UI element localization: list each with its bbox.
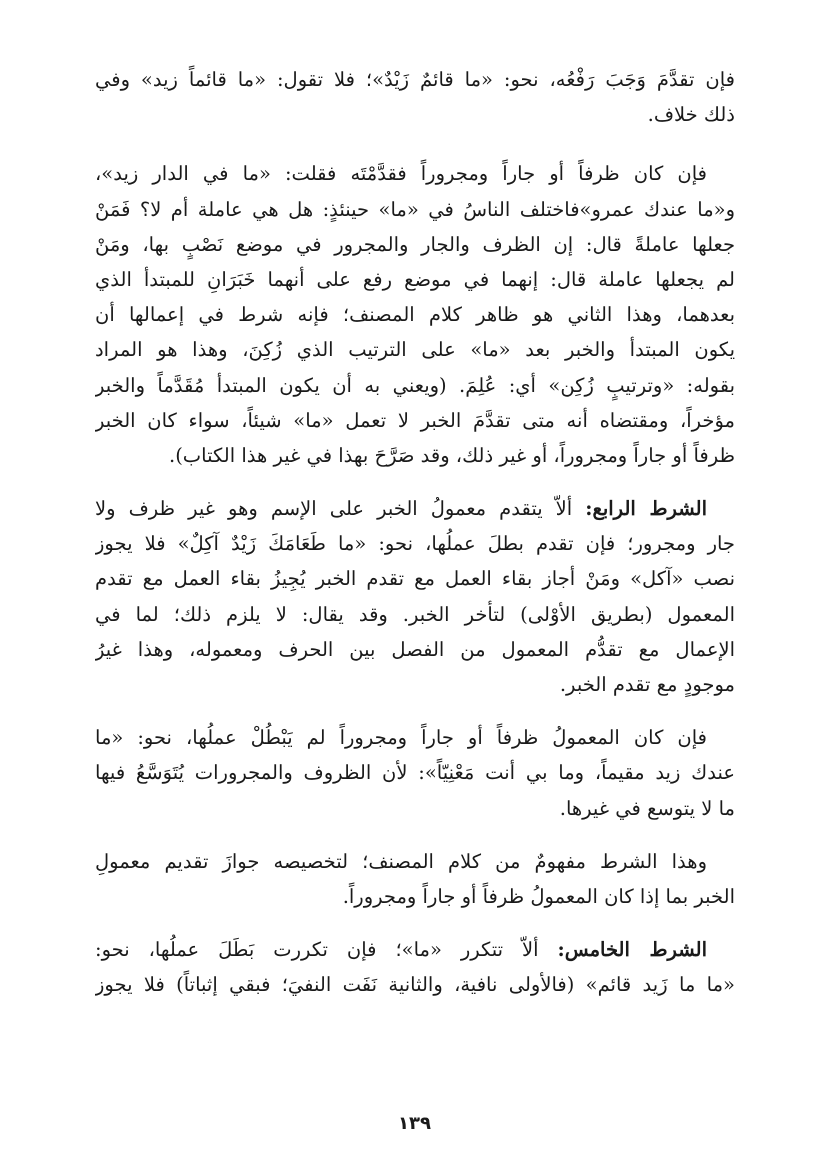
paragraph-5 [95,844,735,914]
paragraph-6 [95,932,735,1002]
paragraph-2 [95,156,735,473]
paragraph-3 [95,491,735,702]
section-heading: الشرط الرابع: [585,497,707,521]
text-line: المعمول (بطريق الأوْلى) لتأخر الخبر. وقد يقال: لا يلزم ذلك؛ لما في [95,602,735,626]
page-body [95,62,735,1003]
text-line: الإعمال مع تقدُّم المعمول من الفصل بين الحرف ومعموله، وهذا غيرُ [95,637,735,661]
paragraph-1 [95,62,735,132]
text-line: جعلها عاملةً قال: إن الظرف والجار والمجرور في موضع نَصْبٍ بها، ومَنْ [95,232,735,256]
paragraph-4 [95,720,735,826]
text-line: ظرفاً أو جاراً ومجروراً، أو غير ذلك، وقد صَرَّحَ بهذا في غير هذا الكتاب). [169,443,735,467]
text-line: مؤخراً، ومقتضاه أنه متى تقدَّمَ الخبر لا تعمل «ما» شيئاً، سواء كان الخبر [95,408,735,432]
text-line: لم يجعلها عاملة قال: إنهما في موضع رفع على أنهما خَبَرَانِ للمبتدأ الذي [95,267,735,291]
text-line: الخبر بما إذا كان المعمولُ ظرفاً أو جاراً ومجروراً. [342,884,735,908]
text-line: عندك زيد مقيماً، وما بي أنت مَعْنِيّاً»: لأن الظروف والمجرورات يُتَوَسَّعُ فيها [95,761,735,785]
text-line [95,932,735,967]
section-heading: الشرط الخامس: [557,938,707,962]
text-line: جار ومجرور؛ فإن تقدم بطلَ عملُها، نحو: «ما طَعَامَكَ زَيْدٌ آكِلٌ» فلا يجوز [95,532,735,556]
text-line: بعدهما، وهذا الثاني هو ظاهر كلام المصنف؛ فإنه شرط في إعمالها أن [95,303,735,327]
text-line: فإن كان المعمولُ ظرفاً أو جاراً ومجروراً لم يَبْطُلْ عملُها، نحو: «ما [95,726,707,750]
text-line: «ما ما زَيد قائم» (فالأولى نافية، والثانية نَفَت النفيَ؛ فبقي إثباتاً) فلا يجوز [95,973,735,997]
text-line: فإن تقدَّمَ وَجَبَ رَفْعُه، نحو: «ما قائمٌ زَيْدٌ»؛ فلا تقول: «ما قائماً زيد» وفي [95,68,735,91]
text-line: وهذا الشرط مفهومٌ من كلام المصنف؛ لتخصيصه جوازَ تقديم معمولِ [95,849,707,873]
text-line: يكون المبتدأ والخبر بعد «ما» على الترتيب الذي زُكِنَ، وهذا هو المراد [95,338,735,362]
text-line: ذلك خلاف. [647,103,735,127]
text-line: فإن كان ظرفاً أو جاراً ومجروراً فقدَّمْتَه فقلت: «ما في الدار زيد»، [95,162,707,186]
text-fragment: ألاّ تتكرر «ما»؛ فإن تكررت بَطَلَ عملُها، نحو: [95,938,558,962]
text-line: و«ما عندك عمرو»فاختلف الناسُ في «ما» حينئذٍ: هل هي عاملة أم لا؟ فَمَنْ [95,197,735,221]
page-number: ١٣٩ [398,1113,431,1134]
text-line: موجودٍ مع تقدم الخبر. [559,673,735,696]
text-line [95,491,735,526]
text-line: بقوله: «وترتيبٍ زُكِن» أي: عُلِمَ. (ويعني به أن يكون المبتدأ مُقَدَّماً والخبر [95,373,735,397]
text-line: ما لا يتوسع في غيرها. [559,796,735,820]
text-line: نصب «آكل» ومَنْ أجاز بقاء العمل مع تقدم الخبر يُجِيزُ بقاء العمل مع تقدم [95,567,735,591]
text-fragment: ألاّ يتقدم معمولُ الخبر على الإسم وهو غير ظرف ولا [95,497,586,521]
